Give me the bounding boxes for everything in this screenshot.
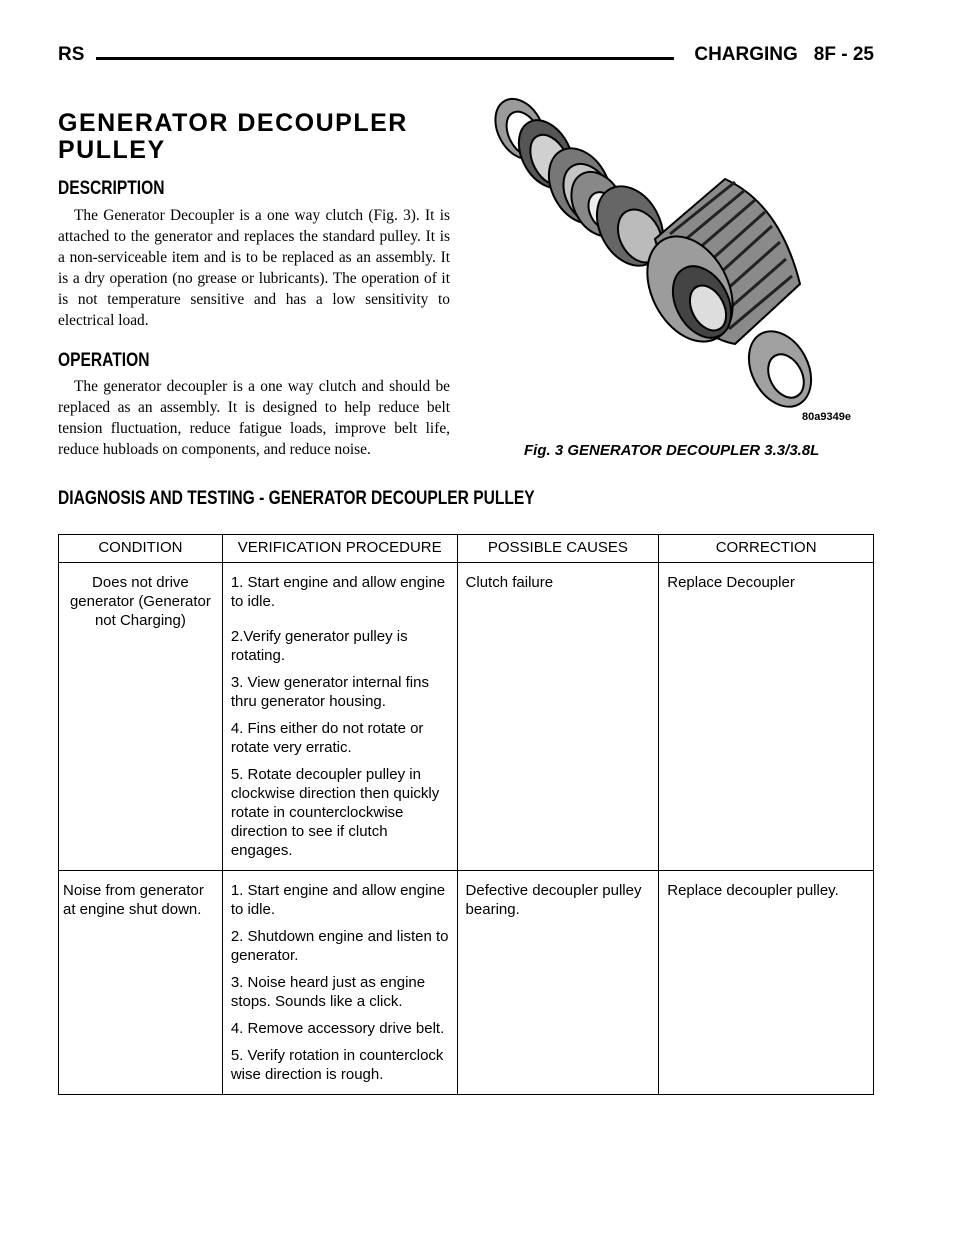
column-header-condition: CONDITION (59, 535, 223, 563)
description-text: The Generator Decoupler is a one way clutch (Fig. 3). It is attached to the generator and replaces the standard pulley. It is a non-serviceable item and is to be replaced as an assembly. It is a dry operation (no grease or lubricants). The operation of it is not temperature sensitive and has a low sensitivity to electrical load. (58, 207, 450, 329)
procedure-step: 4. Remove accessory drive belt. (230, 1020, 445, 1037)
table-row (59, 871, 874, 1095)
procedure-step: 1. Start engine and allow engine to idle. (230, 882, 446, 918)
correction-cell: Replace Decoupler (659, 563, 874, 871)
description-heading: DESCRIPTION (58, 178, 165, 199)
title-line-1: GENERATOR DECOUPLER (58, 109, 408, 137)
figure-code: 80a9349e (802, 411, 851, 423)
header-group-code: RS (58, 44, 85, 65)
page-header (58, 44, 874, 68)
column-header-correction: CORRECTION (659, 535, 874, 563)
figure-caption: Fig. 3 GENERATOR DECOUPLER 3.3/3.8L (524, 442, 820, 459)
diagnosis-heading: DIAGNOSIS AND TESTING - GENERATOR DECOUPLER PULLEY (58, 488, 535, 509)
header-right (694, 44, 874, 66)
cause-cell: Clutch failure (457, 563, 659, 871)
procedure-step: 1. Start engine and allow engine to idle. (230, 574, 446, 610)
procedure-step: 5. Verify rotation in counterclock wise direction is rough. (230, 1047, 444, 1083)
correction-cell: Replace decoupler pulley. (659, 871, 874, 1095)
procedure-step: 4. Fins either do not rotate or rotate very erratic. (230, 720, 424, 756)
header-page-number: 8F - 25 (813, 44, 874, 65)
header-section: CHARGING (694, 44, 798, 65)
procedure-cell (222, 871, 457, 1095)
procedure-step: 3. View generator internal fins thru generator housing. (230, 674, 429, 710)
column-header-causes: POSSIBLE CAUSES (457, 535, 659, 563)
title-line-2: PULLEY (58, 136, 166, 164)
procedure-step: 3. Noise heard just as engine stops. Sounds like a click. (230, 974, 426, 1010)
condition-cell: Does not drive generator (Generator not Charging) (59, 563, 223, 871)
table-header-row (59, 535, 874, 563)
procedure-step: 5. Rotate decoupler pulley in clockwise direction then quickly rotate in counterclockwise direction to see if clutch engages. (230, 766, 440, 859)
procedure-cell (222, 563, 457, 871)
cause-cell: Defective decoupler pulley bearing. (457, 871, 659, 1095)
condition-cell: Noise from generator at engine shut down. (59, 871, 223, 1095)
operation-text: The generator decoupler is a one way clutch and should be replaced as an assembly. It is designed to help reduce belt tension fluctuation, reduce fatigue loads, improve belt life, reduce hubloads on components, and reduce noise. (58, 378, 450, 458)
header-rule (96, 57, 674, 60)
procedure-step: 2. Shutdown engine and listen to generator. (230, 928, 449, 964)
page-title (58, 110, 458, 164)
operation-heading: OPERATION (58, 350, 150, 371)
column-header-verification: VERIFICATION PROCEDURE (222, 535, 457, 563)
procedure-step: 2.Verify generator pulley is rotating. (230, 628, 408, 664)
table-row (59, 563, 874, 871)
decoupler-exploded-illustration (480, 94, 880, 434)
diagnosis-table (58, 534, 874, 1095)
